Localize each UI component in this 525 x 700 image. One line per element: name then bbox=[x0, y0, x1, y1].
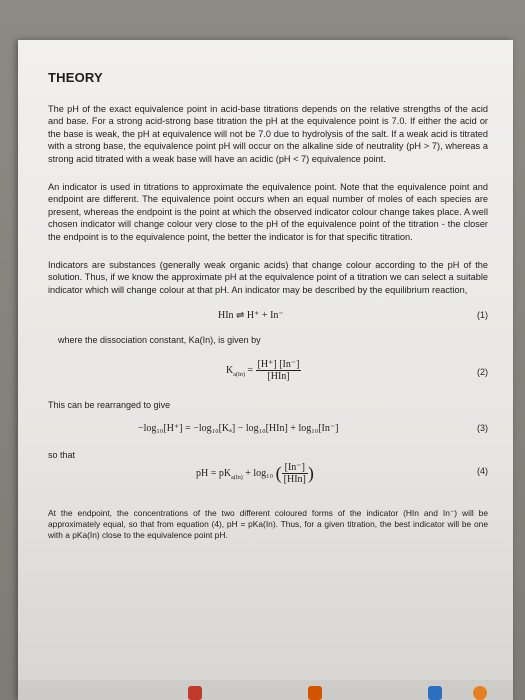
dissociation-label: where the dissociation constant, Ka(In), is given by bbox=[58, 335, 261, 346]
equation-2-body bbox=[226, 359, 301, 382]
eq4-fraction bbox=[282, 462, 308, 485]
eq4-lhs: pH = pK bbox=[196, 467, 232, 479]
eq2-denominator: [HIn] bbox=[267, 370, 290, 382]
equation-3 bbox=[48, 421, 488, 447]
equation-4-number: (4) bbox=[477, 465, 488, 476]
app-icon-red[interactable] bbox=[188, 686, 202, 700]
eq4-numerator: [In⁻] bbox=[282, 462, 308, 474]
eq4-paren-close: ) bbox=[307, 462, 314, 483]
taskbar bbox=[18, 680, 513, 700]
so-that-label: so that bbox=[48, 450, 76, 461]
app-icon-blue[interactable] bbox=[428, 686, 442, 700]
eq2-equals: = bbox=[247, 364, 254, 376]
section-heading: THEORY bbox=[48, 70, 103, 85]
eq2-lhs: K bbox=[226, 364, 234, 376]
eq4-sub: a(In) bbox=[231, 474, 243, 481]
paragraph-1: The pH of the exact equivalence point in acid-base titrations depends on the relative strengths of the acid and base. For a strong acid-strong base titration the pH at the equivalence point is 7.0. If either the acid or the base is weak, the pH at equivalence will not be 7.0 due to hydrolysis of the salt. If a weak acid is titrated with a strong base, the equivalence point pH will occur on the alkaline side of neutrality (pH > 7), whereas a strong acid titrated with a weak base will have an acidic (pH < 7) equivalence point. bbox=[48, 104, 488, 164]
eq4-log: + log₁₀ bbox=[245, 467, 274, 479]
app-icon-orange[interactable] bbox=[308, 686, 322, 700]
paragraph-4: At the endpoint, the concentrations of the two different coloured forms of the indicator (HIn and In⁻) will be approximately equal, so that from equation (4), pH = pKa(In). Thus, for a given titration, the best indicator will be one with a pKa(In) close to the equivalence point pH. bbox=[48, 507, 488, 541]
equation-1 bbox=[48, 306, 488, 332]
equation-3-number: (3) bbox=[477, 423, 488, 434]
app-icon-circle[interactable] bbox=[473, 686, 487, 700]
equation-4-body bbox=[196, 462, 314, 485]
equation-1-text: HIn ⇌ H⁺ + In⁻ bbox=[218, 310, 284, 322]
equation-2-number: (2) bbox=[477, 366, 488, 377]
eq2-sub: a(In) bbox=[233, 371, 245, 378]
eq2-numerator: [H⁺] [In⁻] bbox=[257, 358, 300, 370]
equation-3-text: −log₁₀[H⁺] = −log₁₀[Kₐ] − log₁₀[HIn] + log₁₀[In⁻] bbox=[138, 423, 339, 435]
equation-2 bbox=[48, 359, 488, 393]
eq4-denominator: [HIn] bbox=[283, 473, 306, 485]
paragraph-2: An indicator is used in titrations to approximate the equivalence point. Note that the equivalence point and endpoint are different. The equivalence point occurs when an equal number of moles of each species are present, whereas the endpoint is the point at which the observed indicator colour change takes place. A well chosen indicator will change colour very close to the pH of the equivalence point of the titration - the closer the endpoint is to the equivalence point, the better the indicator is for that specific titration. bbox=[48, 182, 488, 242]
equation-4 bbox=[48, 462, 488, 498]
equation-1-number: (1) bbox=[477, 310, 488, 321]
document-content bbox=[48, 70, 488, 558]
eq4-paren-open: ( bbox=[275, 462, 282, 483]
document-page bbox=[18, 40, 513, 700]
eq2-fraction bbox=[256, 359, 302, 382]
rearrange-label: This can be rearranged to give bbox=[48, 399, 171, 410]
paragraph-3: Indicators are substances (generally weak organic acids) that change colour according to the pH of the solution. Thus, if we know the approximate pH at the equivalence point of a titration we can select a suitable indicator which will change colour at that pH. An indicator may be described by the equilibrium reaction, bbox=[48, 260, 488, 295]
